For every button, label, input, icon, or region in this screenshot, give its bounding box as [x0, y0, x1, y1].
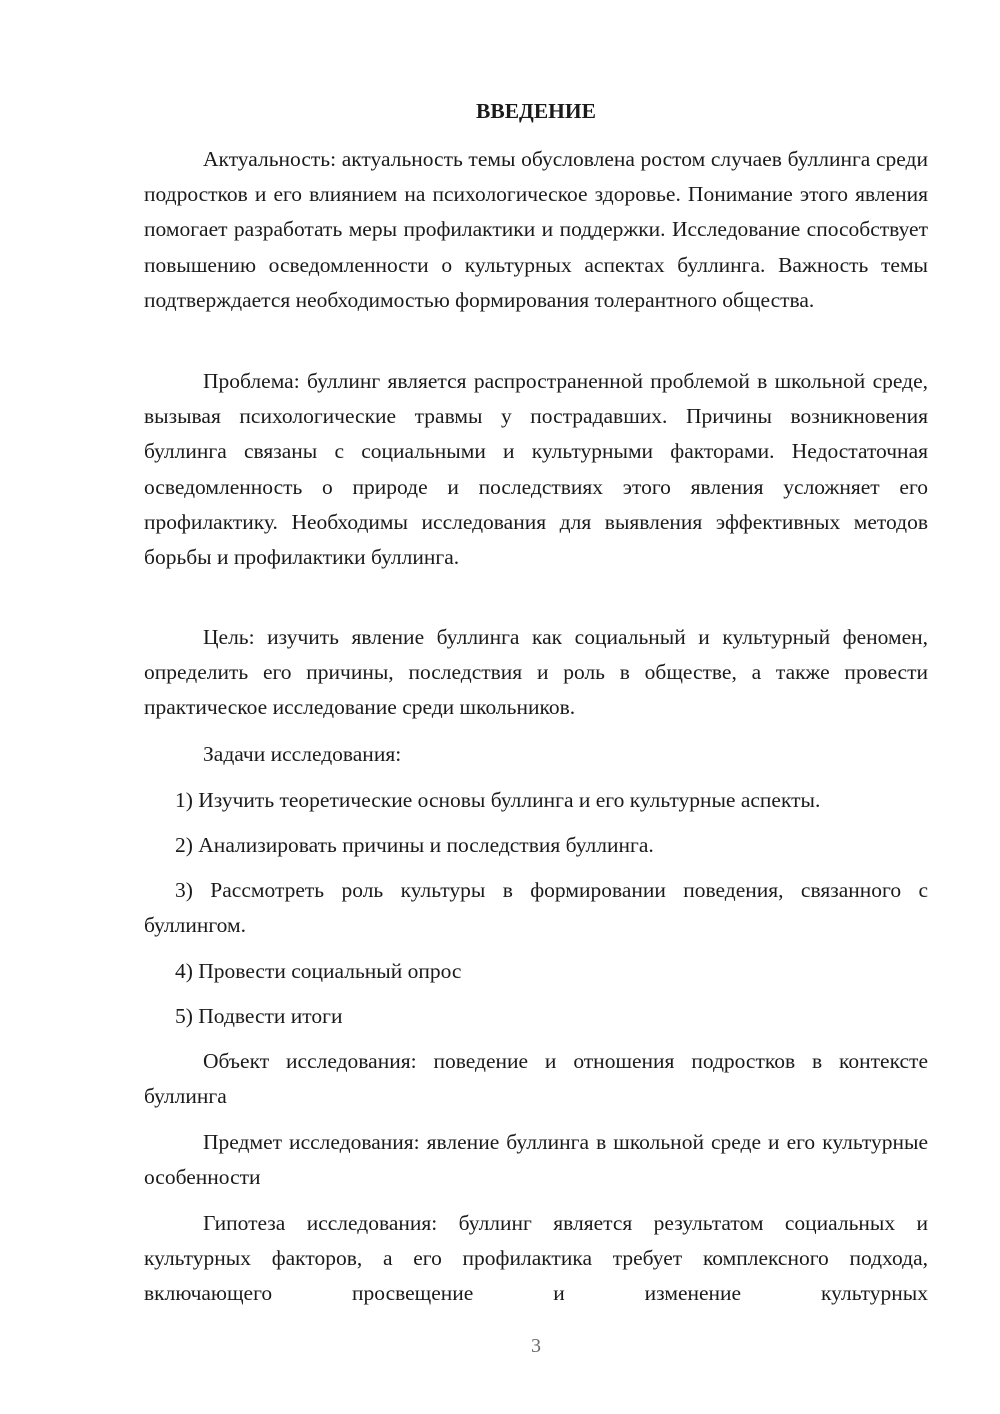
list-item-task-4: 4) Провести социальный опрос [175, 959, 462, 983]
paragraph-relevance: Актуальность: актуальность темы обусловлена ростом случаев буллинга среди подростков и его влиянием на психологическое здоровье. Понимание этого явления помогает разработать меры профилактики и поддержки. Исследование способствует повышению осведомленности о культурных аспектах буллинга. Важность темы подтверждается необходимостью формирования толерантного общества. [144, 147, 928, 312]
list-item-task-1: 1) Изучить теоретические основы буллинга и его культурные аспекты. [175, 788, 821, 812]
list-item-task-2: 2) Анализировать причины и последствия буллинга. [175, 833, 654, 857]
paragraph-subject: Предмет исследования: явление буллинга в школьной среде и его культурные особенности [144, 1130, 928, 1190]
page-number: 3 [531, 1335, 541, 1357]
list-item-task-5: 5) Подвести итоги [175, 1004, 343, 1028]
paragraph-object: Объект исследования: поведение и отношения подростков в контексте буллинга [144, 1049, 928, 1109]
tasks-title: Задачи исследования: [203, 742, 402, 766]
page-title: ВВЕДЕНИЕ [476, 99, 596, 123]
paragraph-problem: Проблема: буллинг является распространенной проблемой в школьной среде, вызывая психологические травмы у пострадавших. Причины возникновения буллинга связаны с социальными и культурными факторами. Недостаточная осведомленность о природе и последствиях этого явления усложняет его профилактику. Необходимы исследования для выявления эффективных методов борьбы и профилактики буллинга. [144, 369, 928, 570]
list-item-task-3: 3) Рассмотреть роль культуры в формировании поведения, связанного с буллингом. [144, 878, 928, 938]
paragraph-hypothesis: Гипотеза исследования: буллинг является результатом социальных и культурных факторов, а его профилактика требует комплексного подхода, включающего просвещение и изменение культурных [144, 1211, 928, 1306]
paragraph-goal: Цель: изучить явление буллинга как социальный и культурный феномен, определить его причины, последствия и роль в обществе, а также провести практическое исследование среди школьников. [144, 625, 928, 720]
